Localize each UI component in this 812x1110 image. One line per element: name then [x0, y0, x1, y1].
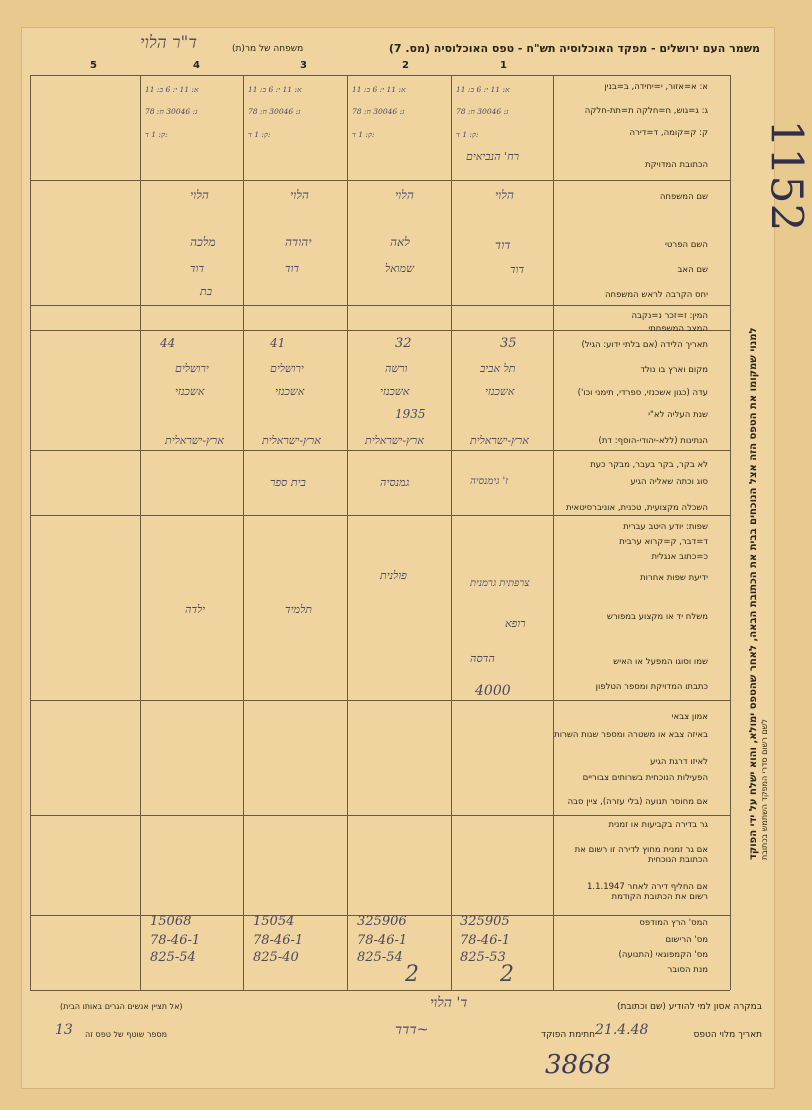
row-label-lang-arabic: ד=דבר, ק=קרוא ערבית [619, 537, 708, 547]
row-label-firstname: השם הפרטי [665, 240, 708, 250]
column-number-4: 4 [193, 60, 200, 71]
c2-first: לאה [390, 235, 410, 249]
row-label-prev-address: אם החליף דירה לאחר 1.1.1947 רשום את הכתובת הקודמת [586, 882, 708, 902]
grid-line [553, 75, 554, 990]
c3-addr3: ק: 1 ד: [248, 130, 271, 139]
grid-line [30, 75, 730, 76]
column-number-3: 3 [300, 60, 307, 71]
c2-ration: 825-54 [357, 950, 403, 965]
row-label-employer: שמו וסוגו המפעל או האיש [613, 657, 708, 667]
c3-addr1: א: 11 י: 6 ב: 11 [248, 85, 302, 94]
grid-line [30, 330, 730, 331]
c1-lang-other: צרפתית גרמנית [470, 578, 530, 589]
c2-school: גמנסיה [380, 476, 410, 489]
grid-line [30, 990, 730, 991]
row-label-employer-address: כתבתו המדויקת ומספר הטלפון [595, 682, 708, 692]
c1-serial: 325905 [460, 914, 510, 929]
row-label-sex: המין: ז=זכר נ=נקבה [631, 311, 708, 321]
c3-addr2: ג: 30046 ח: 78 [248, 107, 301, 116]
family-label: משפחה של מר(ת) [232, 44, 304, 54]
row-label-father: שם האב [677, 265, 708, 275]
grid-line [347, 75, 348, 990]
row-label-other-lang: ידיעת שפות אחרות [640, 573, 708, 583]
c3-school: בית ספר [270, 476, 306, 489]
c3-eda: אשכנזי [275, 385, 305, 398]
row-label-rank: לאיזו דרגת הגיע [650, 757, 708, 767]
emergency-note: (אל תציין אנשים הגרים באותו הבית) [60, 1002, 183, 1011]
row-label-eda: עדה (כגון אשכנזי, ספרדי, תימני וכו') [577, 388, 708, 398]
c3-father: דוד [285, 262, 300, 275]
row-label-dob: תאריך הלידה (אם בלתי ידוע: הגיל) [581, 340, 708, 350]
c4-addr1: א: 11 י: 6 ב: 11 [145, 85, 199, 94]
grid-line [243, 75, 244, 990]
row-label-immobile: אם מחוסר תנועה (בלי עזרה), ציין סבה [567, 797, 708, 807]
c4-eda: אשכנזי [175, 385, 205, 398]
c2-addr2: ג: 30046 ח: 78 [352, 107, 405, 116]
stamp-number: 3868 [545, 1050, 612, 1080]
signature-label: חתימת הפוקד [541, 1030, 595, 1040]
column-number-1: 1 [500, 60, 507, 71]
row-label-nationality: הנתינות (ללא-יהודי-הוסף: דת) [598, 436, 708, 446]
date-value: 21.4.48 [595, 1022, 649, 1038]
row-label-area: א: א=אזור, י=יחידה, ב=בנין [604, 82, 708, 92]
column-number-2: 2 [402, 60, 409, 71]
c4-birthplace: ירושלים [175, 362, 209, 375]
c3-nat: ארץ-ישראלית [262, 434, 321, 447]
row-label-lang-english: כ=כתוב אנגלית [651, 552, 708, 562]
side-instructions: למנוי שמקומו את הטפס הזה אצל הנוכחים בבית את הכתובת הבאה, לאחר שהטפס ימולא, והוא ישלח על ידי הפוקד [748, 327, 759, 860]
grid-line [30, 700, 730, 701]
c3-surname: הלוי [290, 188, 309, 202]
c1-ration: 825-53 [460, 950, 506, 965]
date-label: תאריך מלוי הטפס [693, 1030, 762, 1040]
c3-first: יהודה [285, 235, 312, 249]
row-label-block: ג: ג=גוש, ח=חלקה ת=תת-חלקה [584, 106, 708, 116]
family-name-handwritten: ד"ר הלוי [140, 33, 198, 53]
emergency-label: במקרה אסון למי להודיע (שם וכתובת) [616, 1002, 762, 1012]
c1-occupation: רופא [505, 617, 526, 630]
c2-nat: ארץ-ישראלית [365, 434, 424, 447]
grid-line [30, 515, 730, 516]
grid-line [30, 180, 730, 181]
c2-mark: 2 [405, 962, 419, 987]
row-label-grade: סוג וכתה שאליה הגיע [630, 477, 708, 487]
c2-addr3: ק: 1 ד: [352, 130, 375, 139]
c1-addr3: ק: 1 ד: [456, 130, 479, 139]
c1-surname: הלוי [495, 188, 514, 202]
row-label-occupation: משלח יד או מקצוע במפורש [606, 612, 708, 622]
c1-school: ז' גימנסיה [470, 476, 508, 487]
row-label-relation: יחס הקרבה לראש המשפחה [604, 290, 708, 300]
shared-label: מספר שוטף של טפס זה [85, 1030, 168, 1039]
c1-dob: 35 [500, 336, 517, 351]
c2-addr1: א: 11 י: 6 ב: 11 [352, 85, 406, 94]
signature: ﬢﬢﬢ~ [395, 1022, 429, 1038]
c1-reg: 78-46-1 [460, 933, 511, 948]
c1-eda: אשכנזי [485, 385, 515, 398]
c3-dob: 41 [270, 336, 286, 350]
grid-line [30, 305, 730, 306]
c4-occupation: ילדה [185, 603, 206, 616]
row-label-education: השכלה מקצועית, טכנית, אוניברסיטאית [566, 503, 708, 513]
c4-nat: ארץ-ישראלית [165, 434, 224, 447]
grid-line [30, 75, 31, 990]
column-number-5: 5 [90, 60, 97, 71]
c1-birthplace: תל אביב [480, 362, 516, 375]
c2-dob: 32 [395, 336, 412, 351]
c1-mark: 2 [500, 962, 514, 987]
grid-line [730, 75, 731, 990]
form-title: משמר העם ירושלים - מפקד האוכלוסיה תש"ח - טפס האוכלוסיה (מס. 7) [388, 42, 760, 55]
row-label-address: הכתובת המדויקת [645, 160, 708, 170]
c1-phone: 4000 [475, 683, 511, 699]
c4-reg: 78-46-1 [150, 933, 201, 948]
emergency-value: ד' הלוי [430, 995, 468, 1011]
c3-ration: 825-40 [253, 950, 299, 965]
grid-line [451, 75, 452, 990]
c4-ration: 825-54 [150, 950, 196, 965]
c4-serial: 15068 [150, 914, 192, 929]
row-label-lang-hebrew: שפות: יודע היטב עברית [623, 522, 708, 532]
c3-occupation: תלמיד [285, 603, 312, 616]
row-label-marital: המצב המשפחתי [648, 324, 708, 334]
top-number-stamp: 1152 [760, 119, 812, 232]
c2-eda: אשכנזי [380, 385, 410, 398]
c1-addr2: ג: 30046 ח: 78 [456, 107, 509, 116]
c2-reg: 78-46-1 [357, 933, 408, 948]
row-label-temp-address: אם גר זמנית מחוץ לדירה זו רשום את הכתובת הנוכחית [574, 845, 708, 865]
c2-lang-other: פולנית [380, 569, 407, 582]
c2-birthplace: ורשה [385, 362, 408, 375]
side-subtext: לשם רשום סדרי המפקד השתמש בכתובת [760, 719, 769, 860]
c4-father: דוד [190, 262, 205, 275]
c4-addr2: ג: 30046 ח: 78 [145, 107, 198, 116]
row-label-campaign: מס' הקמפוגאי (התנועה) [618, 950, 708, 960]
c3-serial: 15054 [253, 914, 295, 929]
grid-line [140, 75, 141, 990]
row-label-school: לא בקר, בקר בעבר, מבקר כעת [590, 460, 708, 470]
c1-first: דוד [495, 238, 511, 252]
c1-addr1: א: 11 י: 6 ב: 11 [456, 85, 510, 94]
c4-first: מלכה [190, 235, 216, 249]
row-label-birthplace: מקום וארץ בו נולד [640, 365, 708, 375]
c1-nat: ארץ-ישראלית [470, 434, 529, 447]
c4-relation: בת [200, 285, 213, 298]
row-label-ration: מנת הסובר [667, 965, 708, 975]
row-label-aliya: שנת העליה לא"י [648, 410, 708, 420]
c2-aliya: 1935 [395, 407, 426, 421]
c2-father: שמואל [385, 262, 414, 275]
shared-value: 13 [55, 1022, 73, 1038]
c1-address: רח' הנביאים [466, 150, 519, 163]
row-label-surname: שם המשפחה [659, 192, 708, 202]
c4-addr3: ק: 1 ד: [145, 130, 168, 139]
row-label-serial: המס' הרץ המודפס [639, 918, 708, 928]
c4-surname: הלוי [190, 188, 209, 202]
c1-father: דוד [510, 263, 525, 276]
row-label-registration: מס' הרישום [665, 935, 708, 945]
row-label-residence: גר בדירה בקביעות או זמנית [608, 820, 708, 830]
row-label-public-service: הפעילות הנוכחית בשרותים צבוריים [582, 773, 708, 783]
c3-birthplace: ירושלים [270, 362, 304, 375]
c4-dob: 44 [160, 336, 176, 350]
c3-reg: 78-46-1 [253, 933, 304, 948]
row-label-army: באיזה צבא או משטרה ומספר שנות השרות [554, 730, 708, 740]
grid-line [30, 815, 730, 816]
grid-line [30, 450, 730, 451]
row-label-floor: ק: ק=קומה, ד=דירה [629, 128, 708, 138]
c2-surname: הלוי [395, 188, 414, 202]
c2-serial: 325906 [357, 914, 407, 929]
row-label-military-training: אמון צבאי [671, 712, 708, 722]
c1-workplace: הדסה [470, 652, 495, 665]
